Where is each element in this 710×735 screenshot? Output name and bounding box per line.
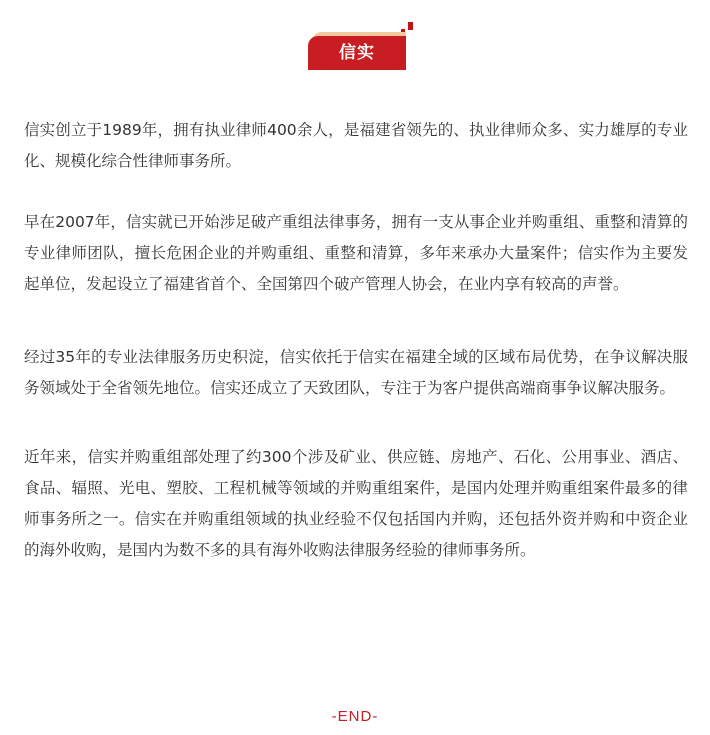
badge-decoration-square [408,22,413,30]
article-body [24,115,688,566]
section-title: 信实 [308,36,406,70]
section-badge [308,22,420,72]
paragraph-dispute: 经过35年的专业法律服务历史积淀，信实依托于信实在福建全域的区域布局优势，在争议解决服务领域处于全省领先地位。信实还成立了天致团队，专注于为客户提供高端商事争议解决服务。 [24,348,688,397]
paragraph-bankruptcy: 早在2007年，信实就已开始涉足破产重组法律事务，拥有一支从事企业并购重组、重整和清算的专业律师团队，擅长危困企业的并购重组、重整和清算，多年来承办大量案件；信实作为主要发起单位，发起设立了福建省首个、全国第四个破产管理人协会，在业内享有较高的声誉。 [24,213,688,293]
paragraph-intro: 信实创立于1989年，拥有执业律师400余人，是福建省领先的、执业律师众多、实力雄厚的专业化、规模化综合性律师事务所。 [24,121,688,170]
section-header [0,0,710,80]
end-marker: -END- [331,708,379,725]
paragraph-mergers: 近年来，信实并购重组部处理了约300个涉及矿业、供应链、房地产、石化、公用事业、酒店、食品、辐照、光电、塑胶、工程机械等领域的并购重组案件，是国内处理并购重组案件最多的律师事务所之一。信实在并购重组领域的执业经验不仅包括国内并购，还包括外资并购和中资企业的海外收购，是国内为数不多的具有海外收购法律服务经验的律师事务所。 [24,448,688,559]
